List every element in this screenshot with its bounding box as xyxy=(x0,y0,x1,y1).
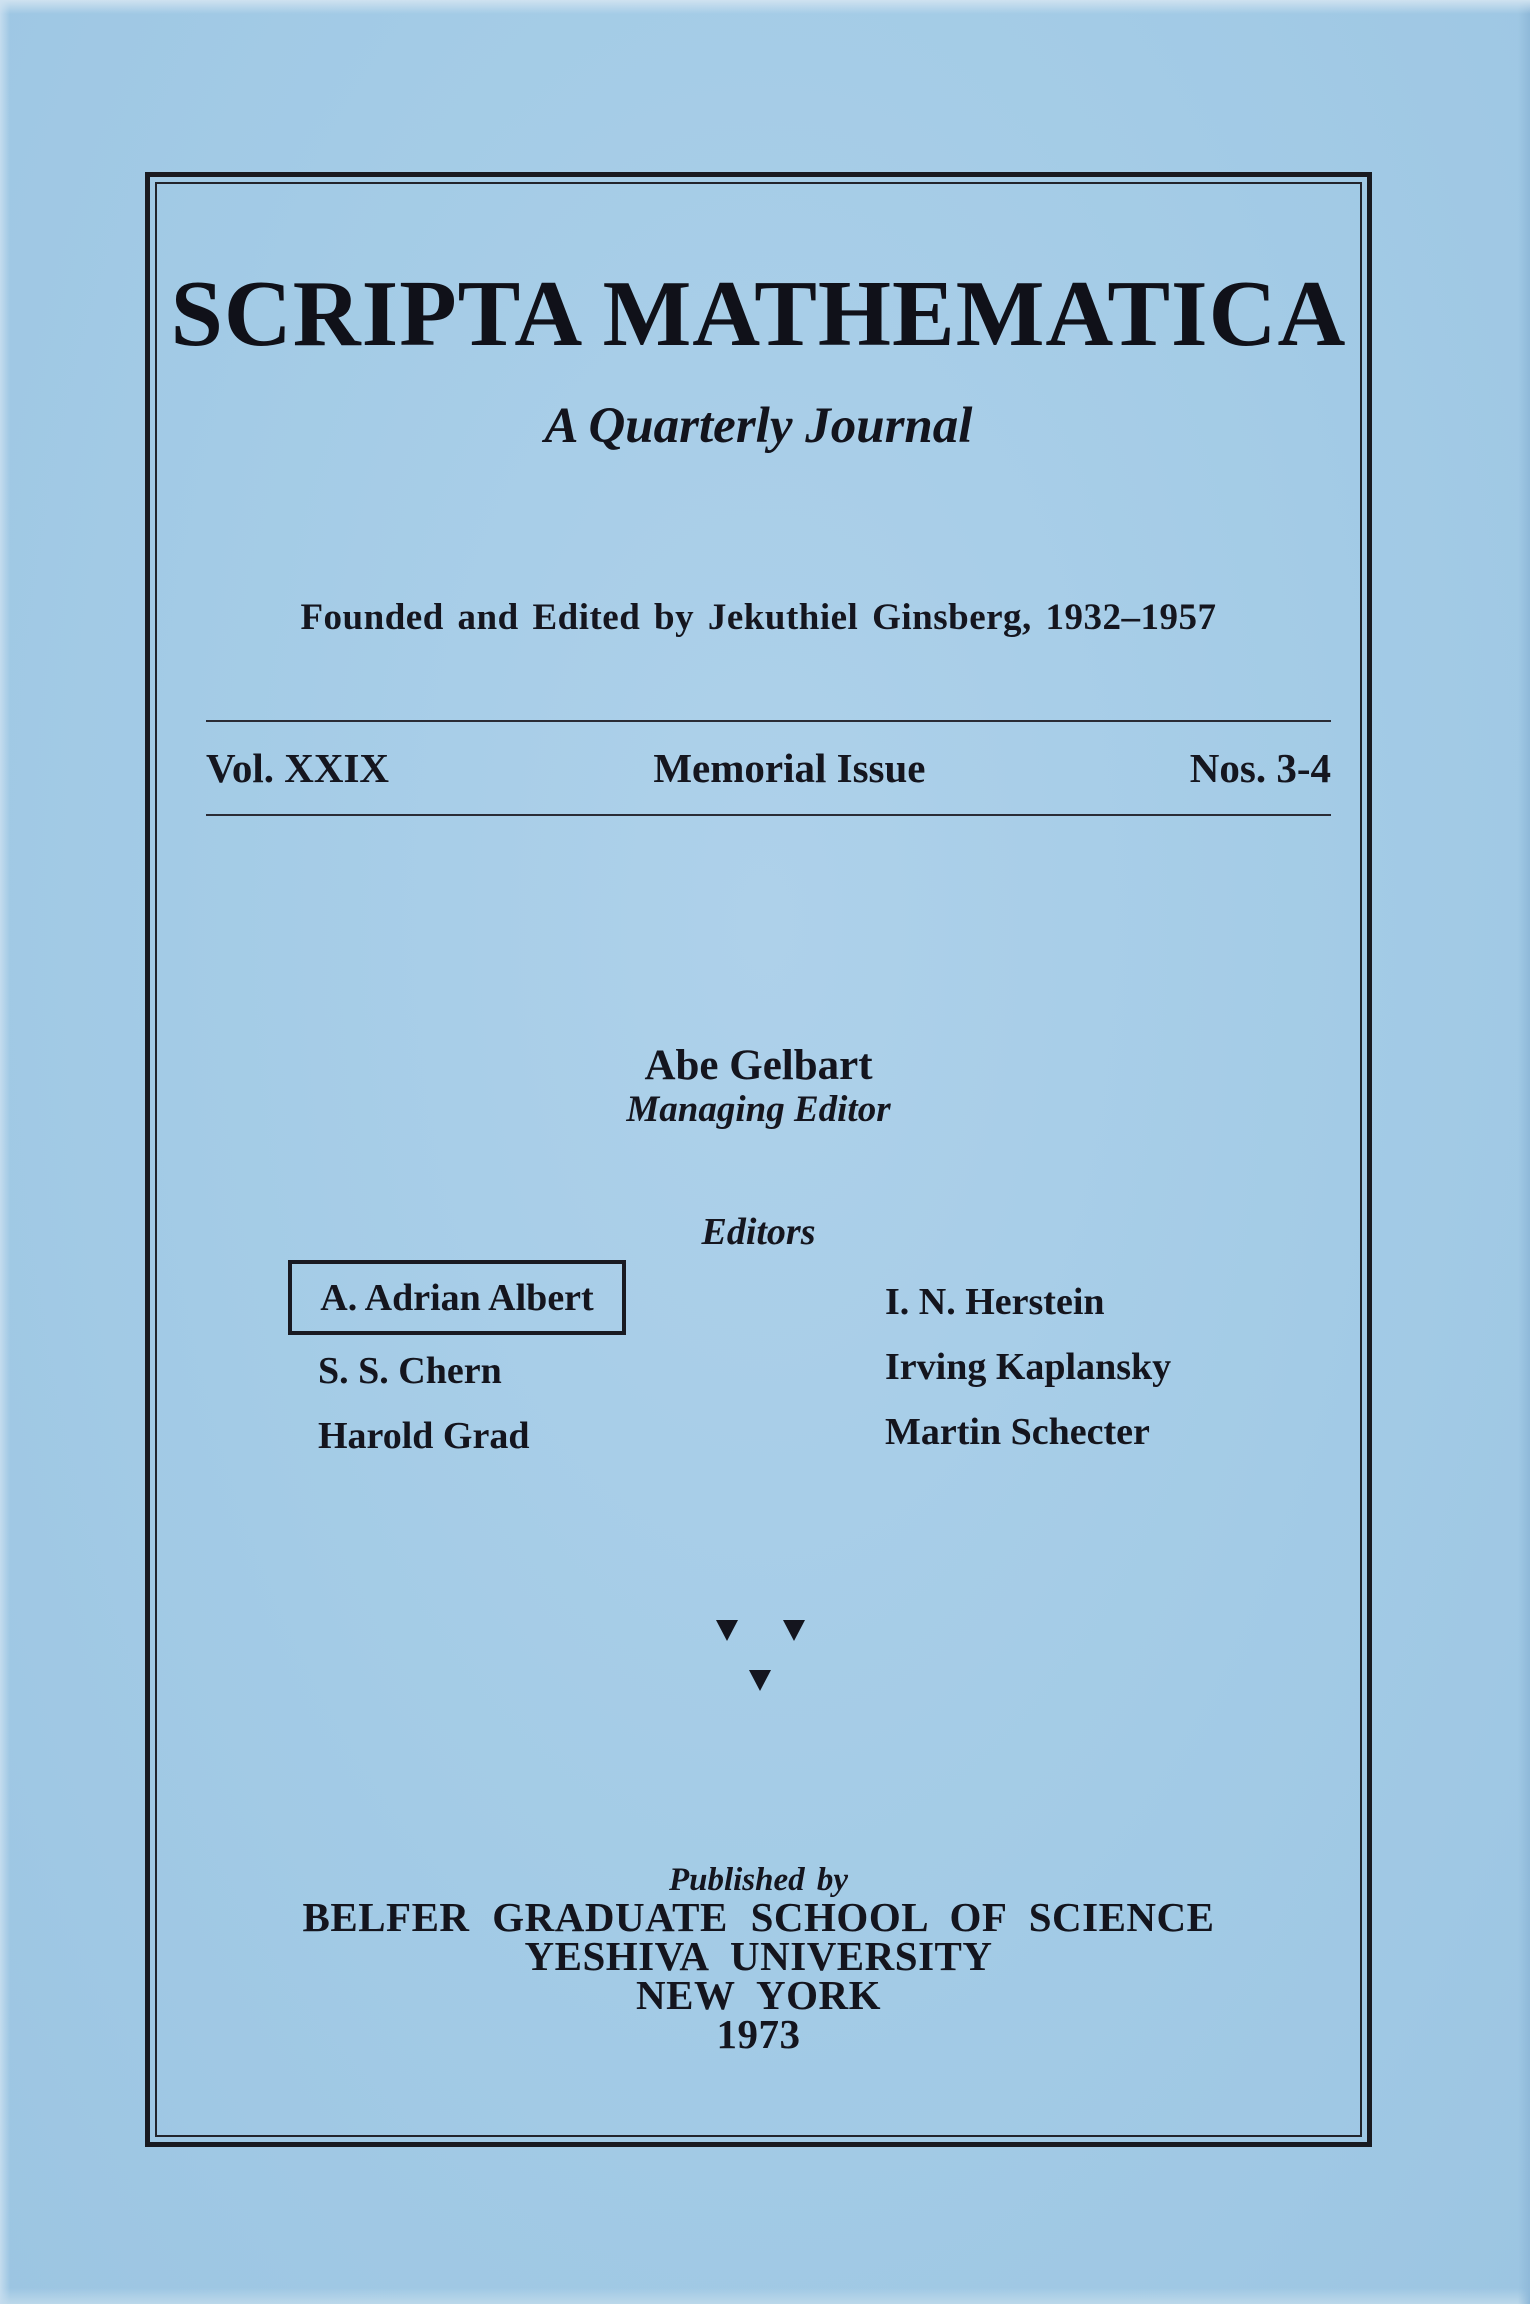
editor-name: Martin Schecter xyxy=(885,1411,1150,1453)
issue-title: Memorial Issue xyxy=(653,745,926,791)
editor-name: Irving Kaplansky xyxy=(885,1346,1172,1388)
journal-subtitle: A Quarterly Journal xyxy=(544,398,973,454)
issue-numbers: Nos. 3-4 xyxy=(1189,745,1331,791)
down-triangle-icon xyxy=(783,1620,805,1641)
founder-line: Founded and Edited by Jekuthiel Ginsberg, 1932–1957 xyxy=(300,597,1217,638)
editor-name: Harold Grad xyxy=(318,1415,530,1457)
editor-name: I. N. Herstein xyxy=(885,1281,1105,1323)
imprint-block xyxy=(150,1862,1367,2057)
managing-editor-name: Abe Gelbart xyxy=(644,1042,873,1089)
issue-bar xyxy=(206,720,1331,816)
editors-heading: Editors xyxy=(701,1211,816,1253)
volume-label: Vol. XXIX xyxy=(206,745,390,791)
journal-title: SCRIPTA MATHEMATICA xyxy=(170,262,1347,366)
university-name: YESHIVA UNIVERSITY xyxy=(524,1933,993,1979)
down-triangle-icon xyxy=(749,1670,771,1691)
boxed-editor xyxy=(288,1260,626,1335)
cover-frame xyxy=(145,172,1372,2147)
publisher-name: BELFER GRADUATE SCHOOL OF SCIENCE xyxy=(302,1894,1215,1940)
down-triangle-icon xyxy=(716,1620,738,1641)
managing-editor-role: Managing Editor xyxy=(626,1089,891,1130)
editor-name: A. Adrian Albert xyxy=(320,1276,594,1319)
editor-name: S. S. Chern xyxy=(318,1350,502,1392)
published-by-label: Published by xyxy=(668,1862,849,1898)
city-name: NEW YORK xyxy=(636,1972,881,2018)
year-label: 1973 xyxy=(716,2011,801,2057)
